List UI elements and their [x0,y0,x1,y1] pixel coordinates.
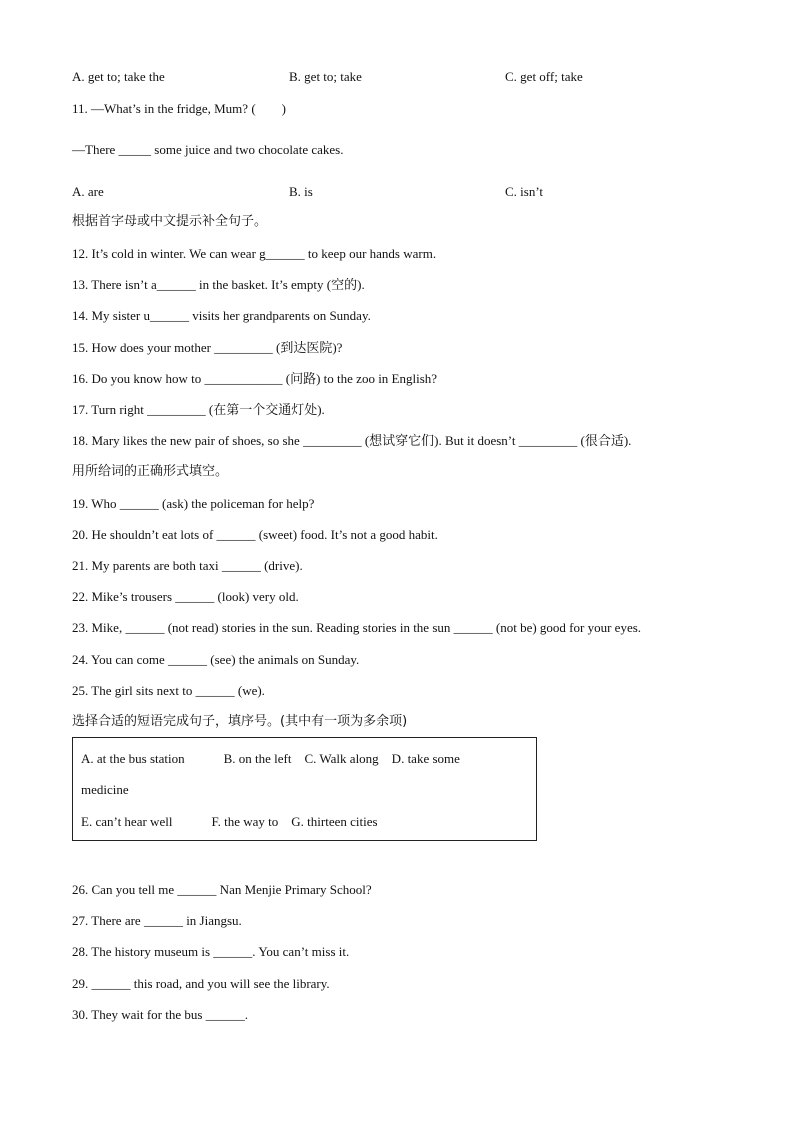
question-19: 19. Who ______ (ask) the policeman for help? [72,496,315,511]
question-13: 13. There isn’t a______ in the basket. It’s empty (空的). [72,277,365,292]
section2-heading: 用所给词的正确形式填空。 [72,464,229,479]
q10-option-b: B. get to; take [289,69,362,84]
question-22: 22. Mike’s trousers ______ (look) very old. [72,589,299,604]
question-28: 28. The history museum is ______. You can’t miss it. [72,944,350,959]
section3-heading: 选择合适的短语完成句子，填序号。(其中有一项为多余项) [72,714,408,729]
q11-option-a: A. are [72,184,104,199]
question-29: 29. ______ this road, and you will see the library. [72,976,330,991]
phrase-options-box [72,737,537,841]
question-30: 30. They wait for the bus ______. [72,1007,248,1022]
question-20: 20. He shouldn’t eat lots of ______ (sweet) food. It’s not a good habit. [72,527,438,542]
question-12: 12. It’s cold in winter. We can wear g______ to keep our hands warm. [72,246,437,261]
question-26: 26. Can you tell me ______ Nan Menjie Primary School? [72,882,372,897]
q10-option-c: C. get off; take [505,69,583,84]
q11-option-c: C. isn’t [505,184,544,199]
question-27: 27. There are ______ in Jiangsu. [72,913,242,928]
q11-question: 11. —What’s in the fridge, Mum? ( ) [72,101,286,116]
question-16: 16. Do you know how to ____________ (问路) to the zoo in English? [72,371,438,386]
question-23: 23. Mike, ______ (not read) stories in the sun. Reading stories in the sun ______ (not be) good for your eyes. [72,620,642,635]
question-17: 17. Turn right _________ (在第一个交通灯处). [72,402,325,417]
q11-option-b: B. is [289,184,313,199]
phrase-options-row-2: medicine [81,782,129,797]
section1-heading: 根据首字母或中文提示补全句子。 [72,214,268,229]
q10-option-a: A. get to; take the [72,69,165,84]
question-18: 18. Mary likes the new pair of shoes, so she _________ (想试穿它们). But it doesn’t _________ (很合适). [72,433,632,448]
q11-answer-line: —There _____ some juice and two chocolate cakes. [72,142,344,157]
question-15: 15. How does your mother _________ (到达医院)? [72,340,343,355]
question-14: 14. My sister u______ visits her grandparents on Sunday. [72,308,371,323]
question-24: 24. You can come ______ (see) the animals on Sunday. [72,652,360,667]
phrase-options-row-3: E. can’t hear well F. the way to G. thirteen cities [81,814,378,829]
question-21: 21. My parents are both taxi ______ (drive). [72,558,303,573]
question-25: 25. The girl sits next to ______ (we). [72,683,265,698]
phrase-options-row-1: A. at the bus station B. on the left C. Walk along D. take some [81,751,460,766]
